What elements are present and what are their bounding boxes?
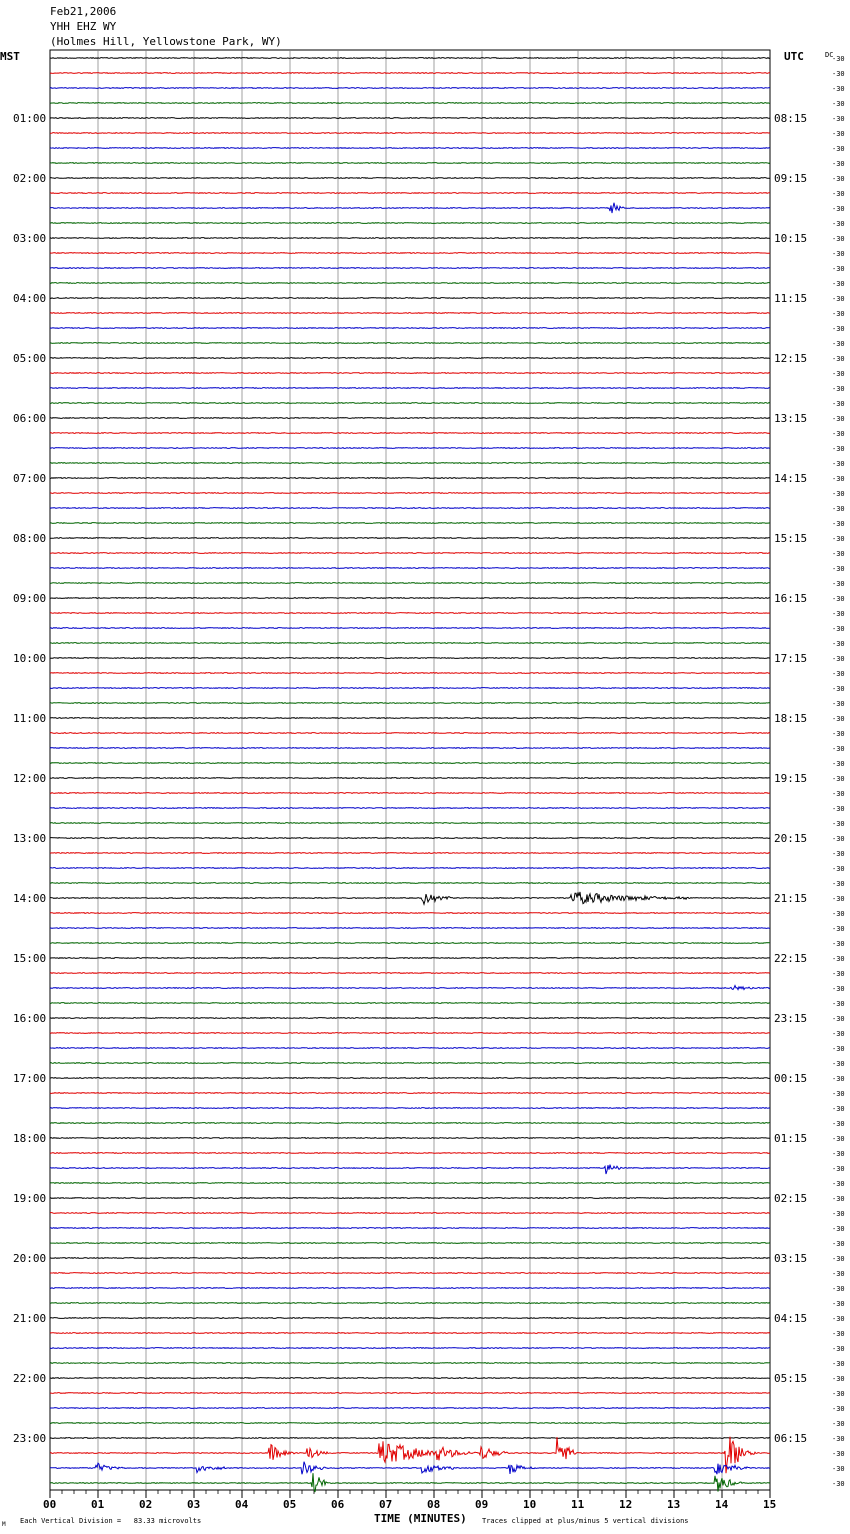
utc-hour-label: 23:15 [774,1012,808,1025]
mst-hour-label: 18:00 [13,1132,47,1145]
dc-offset-label: -30 [832,790,845,798]
dc-offset-label: -30 [832,1375,845,1383]
seismic-trace-line [50,268,770,269]
seismic-trace-line [50,763,770,764]
seismic-trace-line [50,223,770,224]
dc-offset-label: -30 [832,1150,845,1158]
dc-offset-label: -30 [832,1450,845,1458]
corner-mark: M [2,1521,6,1528]
dc-offset-label: -30 [832,865,845,873]
dc-offset-label: -30 [832,1045,845,1053]
dc-offset-label: -30 [832,760,845,768]
dc-offset-label: -30 [832,85,845,93]
seismic-trace-line [50,403,770,404]
dc-offset-label: -30 [832,745,845,753]
dc-offset-label: -30 [832,550,845,558]
mst-hour-label: 07:00 [13,472,47,485]
seismic-trace-line [50,283,770,284]
utc-hour-label: 15:15 [774,532,808,545]
utc-hour-label: 22:15 [774,952,808,965]
seismic-trace-line [50,148,770,149]
dc-offset-label: -30 [832,505,845,513]
dc-offset-label: -30 [832,700,845,708]
utc-hour-label: 02:15 [774,1192,808,1205]
dc-offset-label: -30 [832,1360,845,1368]
mst-hour-label: 22:00 [13,1372,47,1385]
dc-offset-label: -30 [832,1195,845,1203]
dc-offset-label: -30 [832,1285,845,1293]
seismic-trace-line [50,463,770,464]
dc-offset-label: -30 [832,1420,845,1428]
x-axis-title: TIME (MINUTES) [374,1512,467,1525]
seismic-trace-line [50,358,770,359]
seismic-trace-line [50,493,770,494]
seismic-trace-line [50,1462,770,1475]
dc-offset-label: -30 [832,685,845,693]
mst-hour-label: 16:00 [13,1012,47,1025]
x-tick-label: 08 [427,1498,441,1511]
seismic-trace-line [50,1303,770,1304]
seismic-trace-line [50,1183,770,1184]
utc-hour-label: 06:15 [774,1432,808,1445]
utc-hour-label: 03:15 [774,1252,808,1265]
dc-offset-label: -30 [832,1180,845,1188]
seismic-trace-line [50,1473,770,1492]
seismic-trace-line [50,1378,770,1379]
mst-hour-label: 21:00 [13,1312,47,1325]
dc-offset-label: -30 [832,445,845,453]
dc-offset-label: -30 [832,1135,845,1143]
seismic-trace-line [50,523,770,524]
mst-hour-label: 14:00 [13,892,47,905]
dc-offset-label: -30 [832,670,845,678]
utc-hour-label: 11:15 [774,292,808,305]
seismic-trace-line [50,178,770,179]
seismic-trace-line [50,298,770,299]
dc-offset-label: -30 [832,55,845,63]
x-tick-label: 04 [235,1498,249,1511]
dc-offset-label: -30 [832,235,845,243]
mst-hour-label: 08:00 [13,532,47,545]
seismic-trace-line [50,1408,770,1409]
dc-offset-label: -30 [832,1240,845,1248]
x-tick-label: 06 [331,1498,345,1511]
date-label: Feb21,2006 [50,5,117,18]
seismic-trace-line [50,913,770,914]
mst-hour-label: 09:00 [13,592,47,605]
scale-note: Each Vertical Division = 83.33 microvolts [20,1517,202,1525]
dc-offset-label: -30 [832,610,845,618]
dc-offset-label: -30 [832,955,845,963]
seismic-trace-line [50,538,770,539]
seismic-trace-line [50,673,770,674]
seismic-trace-line [50,958,770,959]
station-label: YHH EHZ WY [50,20,117,33]
x-tick-label: 10 [523,1498,537,1511]
dc-offset-label: -30 [832,580,845,588]
seismic-trace-line [50,193,770,194]
dc-offset-label: -30 [832,190,845,198]
seismic-trace-line [50,343,770,344]
dc-offset-label: -30 [832,130,845,138]
utc-hour-label: 20:15 [774,832,808,845]
utc-hour-label: 08:15 [774,112,808,125]
dc-offset-label: -30 [832,880,845,888]
seismic-trace-line [50,1273,770,1274]
utc-hour-label: 05:15 [774,1372,808,1385]
location-label: (Holmes Hill, Yellowstone Park, WY) [50,35,282,48]
seismic-trace-line [50,986,770,990]
dc-offset-label: -30 [832,1300,845,1308]
dc-offset-label: -30 [832,490,845,498]
mst-hour-label: 03:00 [13,232,47,245]
dc-offset-label: -30 [832,280,845,288]
seismic-trace-line [50,778,770,779]
dc-offset-label: -30 [832,100,845,108]
dc-offset-label: -30 [832,655,845,663]
seismic-trace-line [50,1003,770,1004]
dc-offset-label: -30 [832,430,845,438]
seismic-trace-line [50,118,770,119]
dc-offset-label: -30 [832,385,845,393]
dc-offset-label: -30 [832,1330,845,1338]
seismic-trace-line [50,313,770,314]
seismic-trace-line [50,1153,770,1154]
seismic-trace-line [50,73,770,74]
x-tick-label: 14 [715,1498,729,1511]
seismic-trace-line [50,238,770,239]
seismic-trace-line [50,892,770,904]
dc-offset-label: -30 [832,175,845,183]
seismic-trace-line [50,703,770,704]
seismic-trace-line [50,1258,770,1259]
dc-offset-label: -30 [832,1060,845,1068]
seismic-trace-line [50,568,770,569]
x-tick-label: 12 [619,1498,633,1511]
dc-offset-label: -30 [832,895,845,903]
x-tick-label: 02 [139,1498,153,1511]
dc-offset-label: -30 [832,940,845,948]
dc-offset-label: -30 [832,460,845,468]
seismic-trace-line [50,553,770,554]
seismic-trace-line [50,748,770,749]
seismic-trace-line [50,838,770,839]
seismic-trace-line [50,418,770,419]
seismic-trace-line [50,433,770,434]
dc-offset-label: -30 [832,565,845,573]
seismic-trace-line [50,868,770,869]
dc-offset-label: -30 [832,805,845,813]
seismic-trace-line [50,733,770,734]
x-tick-label: 15 [763,1498,777,1511]
x-tick-label: 07 [379,1498,393,1511]
seismic-trace-line [50,943,770,944]
dc-offset-label: -30 [832,640,845,648]
utc-hour-label: 17:15 [774,652,808,665]
dc-offset-label: -30 [832,355,845,363]
dc-offset-label: -30 [832,925,845,933]
seismic-trace-line [50,853,770,854]
seismic-trace-line [50,883,770,884]
dc-offset-label: -30 [832,985,845,993]
mst-hour-label: 01:00 [13,112,47,125]
seismic-trace-line [50,328,770,329]
dc-offset-label: -30 [832,1405,845,1413]
dc-offset-label: -30 [832,325,845,333]
seismic-trace-line [50,388,770,389]
seismic-trace-line [50,598,770,599]
utc-hour-label: 10:15 [774,232,808,245]
seismic-trace-line [50,1138,770,1139]
dc-offset-label: -30 [832,205,845,213]
mst-hour-label: 12:00 [13,772,47,785]
dc-offset-label: -30 [832,970,845,978]
dc-offset-label: -30 [832,310,845,318]
utc-hour-label: 14:15 [774,472,808,485]
dc-offset-label: -30 [832,820,845,828]
seismic-trace-line [50,1198,770,1199]
seismic-trace-line [50,1063,770,1064]
seismic-trace-line [50,808,770,809]
seismic-trace-line [50,58,770,59]
mst-hour-label: 05:00 [13,352,47,365]
dc-offset-label: -30 [832,250,845,258]
seismic-trace-line [50,1123,770,1124]
seismic-trace-line [50,823,770,824]
dc-offset-label: -30 [832,1270,845,1278]
dc-offset-label: -30 [832,415,845,423]
dc-offset-label: -30 [832,1120,845,1128]
dc-offset-label: -30 [832,160,845,168]
seismic-trace-line [50,1093,770,1094]
mst-hour-label: 04:00 [13,292,47,305]
dc-offset-label: -30 [832,730,845,738]
dc-offset-label: -30 [832,1000,845,1008]
clip-note: Traces clipped at plus/minus 5 vertical divisions [482,1517,689,1525]
seismic-trace-line [50,1423,770,1424]
mst-hour-label: 11:00 [13,712,47,725]
dc-offset-label: -30 [832,1105,845,1113]
seismic-trace-line [50,1393,770,1394]
dc-offset-label: -30 [832,1015,845,1023]
dc-offset-label: -30 [832,115,845,123]
dc-offset-label: -30 [832,145,845,153]
dc-offset-label: -30 [832,340,845,348]
seismic-trace-line [50,973,770,974]
dc-offset-label: -30 [832,910,845,918]
mst-hour-label: 19:00 [13,1192,47,1205]
seismic-traces [50,58,770,1493]
dc-offset-label: -30 [832,1225,845,1233]
seismic-trace-line [50,253,770,254]
dc-offset-label: -30 [832,295,845,303]
utc-hour-label: 12:15 [774,352,808,365]
mst-hour-label: 17:00 [13,1072,47,1085]
seismic-trace-line [50,718,770,719]
utc-hour-label: 21:15 [774,892,808,905]
utc-hour-label: 18:15 [774,712,808,725]
seismic-trace-line [50,1348,770,1349]
right-axis-label: UTC [784,50,804,63]
seismic-trace-line [50,1228,770,1229]
utc-hour-label: 19:15 [774,772,808,785]
dc-label: DC [825,51,834,59]
seismic-trace-line [50,1078,770,1079]
seismic-trace-line [50,688,770,689]
x-tick-label: 00 [43,1498,57,1511]
axis-labels [13,55,845,1511]
dc-offset-label: -30 [832,475,845,483]
utc-hour-label: 00:15 [774,1072,808,1085]
mst-hour-label: 13:00 [13,832,47,845]
seismic-trace-line [50,1165,770,1174]
dc-offset-label: -30 [832,1075,845,1083]
x-tick-label: 03 [187,1498,201,1511]
seismic-trace-line [50,793,770,794]
seismic-trace-line [50,508,770,509]
dc-offset-label: -30 [832,1030,845,1038]
seismic-trace-line [50,103,770,104]
x-tick-label: 01 [91,1498,105,1511]
seismic-trace-line [50,1108,770,1109]
dc-offset-label: -30 [832,1345,845,1353]
dc-offset-label: -30 [832,1210,845,1218]
dc-offset-label: -30 [832,835,845,843]
seismic-trace-line [50,1333,770,1334]
dc-offset-label: -30 [832,265,845,273]
mst-hour-label: 20:00 [13,1252,47,1265]
dc-offset-label: -30 [832,370,845,378]
utc-hour-label: 09:15 [774,172,808,185]
seismic-trace-line [50,1318,770,1319]
dc-offset-label: -30 [832,1465,845,1473]
seismic-trace-line [50,1288,770,1289]
seismic-trace-line [50,373,770,374]
seismic-trace-line [50,643,770,644]
seismic-trace-line [50,448,770,449]
seismic-trace-line [50,628,770,629]
seismic-trace-line [50,1033,770,1034]
dc-offset-label: -30 [832,220,845,228]
dc-offset-label: -30 [832,1090,845,1098]
dc-offset-label: -30 [832,1435,845,1443]
seismic-trace-line [50,928,770,929]
mst-hour-label: 10:00 [13,652,47,665]
seismic-trace-line [50,88,770,89]
dc-offset-label: -30 [832,1480,845,1488]
seismic-trace-line [50,163,770,164]
dc-offset-label: -30 [832,520,845,528]
x-tick-label: 09 [475,1498,489,1511]
seismic-trace-line [50,1048,770,1049]
seismic-trace-line [50,1213,770,1214]
dc-offset-label: -30 [832,595,845,603]
utc-hour-label: 01:15 [774,1132,808,1145]
plot-frame [50,50,770,1490]
seismic-trace-line [50,478,770,479]
x-tick-label: 05 [283,1498,297,1511]
mst-hour-label: 15:00 [13,952,47,965]
utc-hour-label: 16:15 [774,592,808,605]
seismic-trace-line [50,1018,770,1019]
seismic-trace-line [50,1363,770,1364]
dc-offset-label: -30 [832,1255,845,1263]
dc-offset-label: -30 [832,715,845,723]
mst-hour-label: 23:00 [13,1432,47,1445]
dc-offset-label: -30 [832,1165,845,1173]
seismic-trace-line [50,658,770,659]
seismic-trace-line [50,1438,770,1439]
seismic-trace-line [50,613,770,614]
seismic-trace-line [50,133,770,134]
x-tick-label: 13 [667,1498,681,1511]
dc-offset-label: -30 [832,850,845,858]
mst-hour-label: 06:00 [13,412,47,425]
dc-offset-label: -30 [832,1390,845,1398]
minute-gridlines [50,50,770,1498]
seismic-trace-line [50,1243,770,1244]
seismic-trace-line [50,583,770,584]
dc-offset-label: -30 [832,70,845,78]
utc-hour-label: 13:15 [774,412,808,425]
dc-offset-label: -30 [832,535,845,543]
x-tick-label: 11 [571,1498,585,1511]
left-axis-label: MST [0,50,20,63]
seismic-trace-line [50,203,770,213]
dc-offset-label: -30 [832,1315,845,1323]
utc-hour-label: 04:15 [774,1312,808,1325]
dc-offset-label: -30 [832,400,845,408]
mst-hour-label: 02:00 [13,172,47,185]
dc-offset-label: -30 [832,625,845,633]
dc-offset-label: -30 [832,775,845,783]
